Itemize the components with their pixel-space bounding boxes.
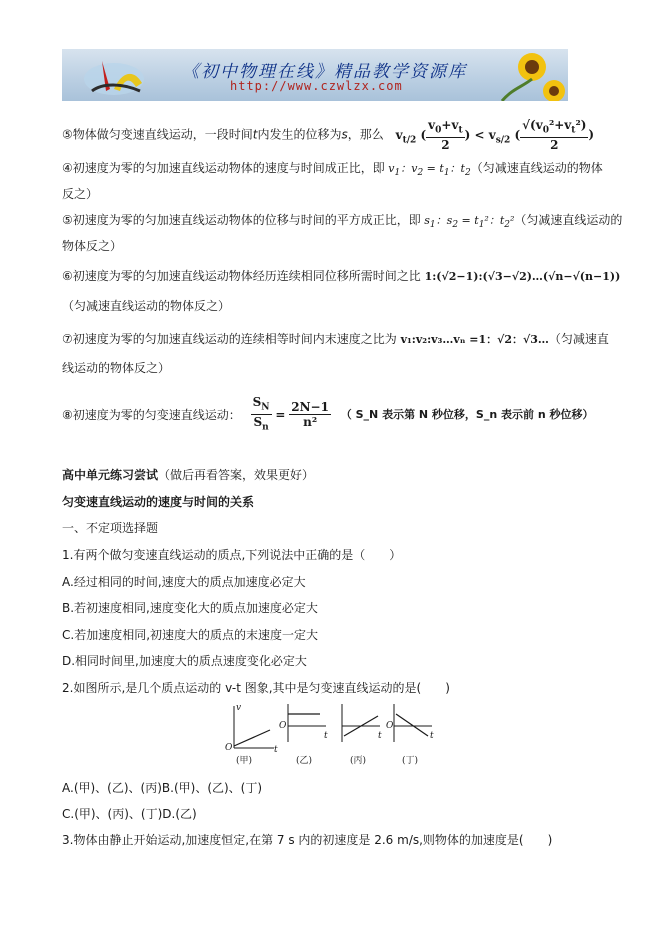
item-text: ⑤初速度为零的匀加速直线运动物体的位移与时间的平方成正比，即 bbox=[62, 213, 421, 227]
question-2-options-ab: A.(甲)、(乙)、(丙)B.(甲)、(乙)、(丁) bbox=[62, 781, 263, 795]
formula-v-half-time: $v_{t/2}$ ( bbox=[395, 127, 427, 146]
item-text: （匀减速直线运动的 bbox=[514, 213, 623, 227]
item-text: 内发生的位移为 bbox=[257, 127, 342, 142]
item-text: ⑥初速度为零的匀加速直线运动物体经历连续相同位移所需时间之比 bbox=[62, 269, 421, 283]
axis-t: t bbox=[274, 745, 278, 755]
banner-title: 《初中物理在线》精品教学资源库 bbox=[182, 62, 467, 82]
graph-label: (甲) bbox=[236, 756, 253, 766]
question-1-option-b: B.若初速度相同,速度变化大的质点加速度必定大 bbox=[62, 601, 318, 615]
axis-t: t bbox=[324, 731, 328, 741]
question-3: 3.物体由静止开始运动,加速度恒定,在第 7 s 内的初速度是 2.6 m/s,则物体的加速度是( ) bbox=[62, 833, 553, 847]
heading-note: （做后再看答案，效果更好） bbox=[158, 468, 315, 482]
formula-sn-ratio: $\frac{S_N}{S_n}$ bbox=[252, 395, 270, 433]
axis-origin: O bbox=[225, 743, 233, 753]
part-title: 一、不定项选择题 bbox=[62, 521, 159, 535]
item-4-line2: 反之） bbox=[62, 187, 99, 201]
item-text: ④初速度为零的匀加速直线运动物体的速度与时间成正比，即 bbox=[62, 161, 385, 175]
item-6-line2: （匀减速直线运动的物体反之） bbox=[62, 299, 231, 313]
graph-yi bbox=[279, 704, 328, 766]
item-7-velocity-ratio: ⑦初速度为零的匀加速直线运动的连续相等时间内末速度之比为 v₁:v₂:v₃…vₙ =1：√2：√3…（匀减速直 bbox=[62, 332, 609, 346]
item-8-nth-second: ⑧初速度为零的匀变速直线运动： $\frac{S_N}{S_n}$ = $\frac{2N-1}{\text{n²}}$ （ S_N 表示第 N 秒位移，S_n 表示前 n 秒位移） bbox=[62, 395, 594, 433]
axis-v: v bbox=[236, 703, 242, 713]
header-banner bbox=[62, 49, 568, 101]
question-1-option-c: C.若加速度相同,初速度大的质点的末速度一定大 bbox=[62, 628, 319, 642]
axis-origin: O bbox=[279, 721, 287, 731]
item-text: ⑧初速度为零的匀变速直线运动： bbox=[62, 407, 241, 422]
graph-label: (丙) bbox=[350, 756, 367, 766]
section-heading bbox=[62, 467, 314, 483]
question-2: 2.如图所示,是几个质点运动的 v-t 图象,其中是匀变速直线运动的是( ) bbox=[62, 681, 450, 695]
item-6-time-ratio: ⑥初速度为零的匀加速直线运动物体经历连续相同位移所需时间之比 1:(√2−1):(√3−√2)…(√n−√(n−1)) bbox=[62, 269, 621, 283]
item-4-velocity-proportional: ④初速度为零的匀加速直线运动物体的速度与时间成正比，即 $v_1$：$v_2 = t_1$：$t_2$（匀减速直线运动的物体 bbox=[62, 161, 603, 179]
item-5b-displacement-squared: ⑤初速度为零的匀加速直线运动物体的位移与时间的平方成正比，即 $s_1$：$s_2 = t_1^2$：$t_2^2$（匀减速直线运动的 bbox=[62, 213, 623, 231]
question-1-option-a: A.经过相同的时间,速度大的质点加速度必定大 bbox=[62, 575, 306, 589]
sunflower-icon bbox=[502, 53, 565, 101]
item-text: ⑦初速度为零的匀加速直线运动的连续相等时间内末速度之比为 bbox=[62, 332, 397, 346]
item-7-line2: 线运动的物体反之） bbox=[62, 361, 171, 375]
item-text: （ S_N 表示第 N 秒位移，S_n 表示前 n 秒位移） bbox=[340, 407, 594, 421]
question-1-option-d: D.相同时间里,加速度大的质点速度变化必定大 bbox=[62, 654, 307, 668]
question-1: 1.有两个做匀变速直线运动的质点,下列说法中正确的是（ ） bbox=[62, 548, 402, 562]
graph-label: (乙) bbox=[296, 756, 313, 766]
graph-bing bbox=[342, 704, 382, 766]
graph-jia bbox=[225, 703, 278, 766]
vt-graphs-figure bbox=[222, 700, 450, 770]
item-5-average-velocity: ⑤物体做匀变速直线运动，一段时间t内发生的位移为s，那么 $v_{t/2}$ ( $\frac{v_0+v_t}{2}$ ) < $v_{s/2}$ ( $\frac{√(v_0^2+v_t^2)}{2}$ ) bbox=[62, 118, 595, 153]
topic-title: 匀变速直线运动的速度与时间的关系 bbox=[62, 495, 255, 509]
item-text: ⑤物体做匀变速直线运动，一段时间 bbox=[62, 127, 253, 142]
item-text: （匀减速直线运动的物体 bbox=[470, 161, 603, 175]
axis-origin: O bbox=[386, 721, 394, 731]
item-text: （匀减速直 bbox=[548, 332, 609, 346]
formula-fraction: $\frac{v_0+v_t}{2}$ bbox=[428, 118, 463, 153]
graph-label: (丁) bbox=[402, 756, 419, 766]
graph-ding bbox=[386, 704, 434, 766]
axis-t: t bbox=[430, 731, 434, 741]
formula-fraction: $\frac{2N-1}{\text{n²}}$ bbox=[291, 400, 329, 430]
axis-t: t bbox=[378, 731, 382, 741]
banner-url: http://www.czwlzx.com bbox=[230, 79, 403, 93]
heading-text: 高中单元练习尝试 bbox=[62, 468, 159, 482]
item-text: ，那么 bbox=[347, 127, 384, 142]
formula-fraction: $\frac{√(v_0^2+v_t^2)}{2}$ bbox=[522, 118, 587, 153]
item-5b-line2: 物体反之） bbox=[62, 239, 123, 253]
question-2-options-cd: C.(甲)、(丙)、(丁)D.(乙) bbox=[62, 807, 197, 821]
